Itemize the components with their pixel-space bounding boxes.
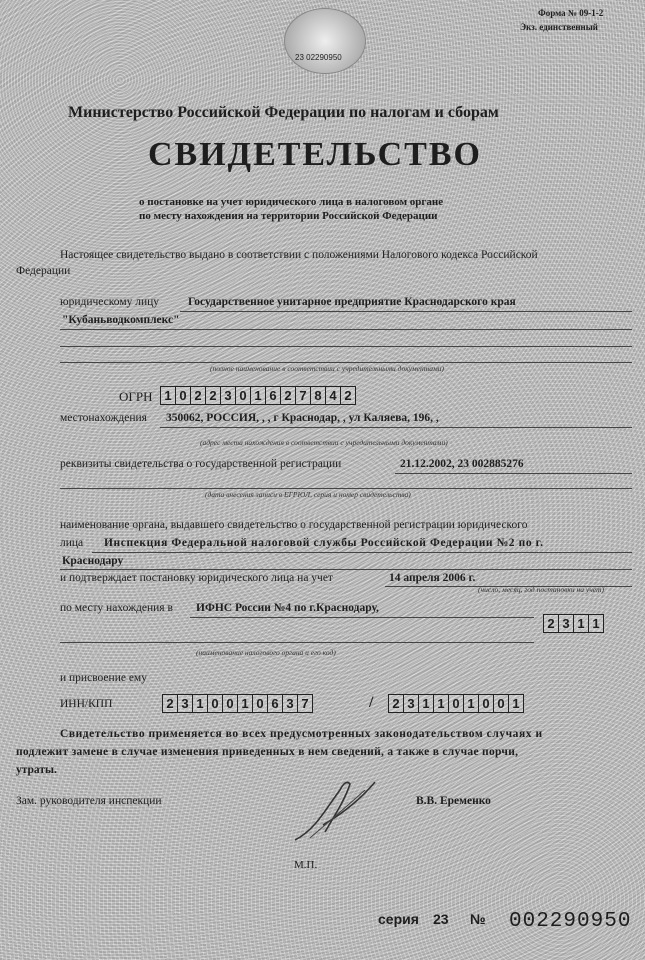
notice-line-1: Свидетельство применяется во всех предусмотренных законодательством случаях и (60, 728, 543, 740)
ogrn-boxes (160, 386, 356, 405)
tax-office-code-digit: 2 (543, 614, 558, 633)
inn-digit: 1 (237, 694, 252, 713)
ministry-heading: Министерство Российской Федерации по налогам и сборам (68, 104, 499, 121)
kpp-digit: 3 (403, 694, 418, 713)
inn-digit: 0 (222, 694, 237, 713)
location-label: по месту нахождения в (60, 602, 173, 614)
ogrn-digit: 6 (265, 386, 280, 405)
kpp-digit: 2 (388, 694, 403, 713)
inn-kpp-separator: / (369, 694, 374, 711)
series-label: серия (378, 911, 419, 927)
ogrn-digit: 8 (310, 386, 325, 405)
inn-digit: 3 (282, 694, 297, 713)
kpp-digit: 1 (463, 694, 478, 713)
entity-caption: (полное наименование в соответствии с учредительными документами) (210, 364, 444, 373)
inn-digit: 3 (177, 694, 192, 713)
notice-line-2: подлежит замене в случае изменения приведенных в нем сведений, а также в случае порчи, (16, 746, 519, 758)
registration-caption: (дата внесения записи в ЕГРЮЛ, серия и номер свидетельства) (205, 490, 411, 499)
ogrn-digit: 2 (190, 386, 205, 405)
address-underline (160, 427, 632, 428)
hologram-seal (284, 8, 366, 74)
tax-office-code-digit: 1 (588, 614, 604, 633)
registration-label: реквизиты свидетельства о государственной регистрации (60, 458, 342, 470)
inn-digit: 0 (252, 694, 267, 713)
entity-underline-3 (60, 346, 632, 347)
ogrn-digit: 1 (160, 386, 175, 405)
kpp-digit: 0 (448, 694, 463, 713)
kpp-boxes (388, 694, 524, 713)
inn-digit: 6 (267, 694, 282, 713)
ogrn-digit: 2 (280, 386, 295, 405)
confirm-text: и подтверждает постановку юридического лица на учет (60, 572, 333, 584)
location-caption: (наименование налогового органа и его код) (196, 648, 336, 657)
form-number: Форма № 09-1-2 (538, 8, 604, 18)
ogrn-digit: 0 (235, 386, 250, 405)
ogrn-digit: 2 (205, 386, 220, 405)
address-caption: (адрес места нахождения в соответствии с учредительными документами) (200, 438, 448, 447)
inn-kpp-label: ИНН/КПП (60, 698, 113, 710)
tax-office-code-boxes (543, 614, 604, 633)
confirm-date: 14 апреля 2006 г. (389, 572, 476, 584)
issuer-underline-2 (60, 569, 632, 570)
kpp-digit: 1 (508, 694, 524, 713)
intro-line-2: Федерации (16, 265, 71, 277)
kpp-digit: 1 (433, 694, 448, 713)
intro-line-1: Настоящее свидетельство выдано в соответствии с положениями Налогового кодекса Российской (60, 249, 538, 261)
inn-digit: 7 (297, 694, 313, 713)
kpp-digit: 0 (493, 694, 508, 713)
ogrn-digit: 3 (220, 386, 235, 405)
address-value: 350062, РОССИЯ, , , г Краснодар, , ул Каляева, 196, , (166, 412, 439, 424)
issuer-underline-1 (92, 552, 632, 553)
issuer-label-2: лица (60, 537, 84, 549)
assign-text: и присвоение ему (60, 672, 147, 684)
number-sign: № (470, 911, 486, 927)
ogrn-digit: 4 (325, 386, 340, 405)
registration-underline (395, 473, 632, 474)
signer-name: В.В. Еременко (416, 795, 491, 807)
document-title: СВИДЕТЕЛЬСТВО (148, 136, 482, 173)
inn-boxes (162, 694, 313, 713)
address-label: местонахождения (60, 412, 147, 424)
issuer-value-1: Инспекция Федеральной налоговой службы Российской Федерации №2 по г. (104, 537, 544, 549)
subtitle-line-2: по месту нахождения на территории Российской Федерации (139, 210, 438, 222)
inn-digit: 0 (207, 694, 222, 713)
signer-position: Зам. руководителя инспекции (16, 795, 162, 807)
issuer-value-2: Краснодару (62, 555, 124, 567)
entity-underline-1 (180, 311, 632, 312)
registration-underline-2 (60, 488, 632, 489)
handwritten-signature (285, 770, 380, 850)
tax-office-code-digit: 1 (573, 614, 588, 633)
kpp-digit: 1 (418, 694, 433, 713)
confirm-caption: (число, месяц, год постановки на учет) (478, 585, 604, 594)
entity-name-line-1: Государственное унитарное предприятие Краснодарского края (188, 296, 516, 308)
inn-digit: 1 (192, 694, 207, 713)
entity-underline-4 (60, 362, 632, 363)
subtitle-line-1: о постановке на учет юридического лица в налоговом органе (139, 196, 444, 208)
ogrn-digit: 1 (250, 386, 265, 405)
notice-line-3: утраты. (16, 764, 57, 776)
inn-digit: 2 (162, 694, 177, 713)
issuer-label-1: наименование органа, выдавшего свидетельство о государственной регистрации юридического (60, 519, 528, 531)
location-underline-2 (60, 642, 534, 643)
location-underline (190, 617, 534, 618)
hologram-number: 23 02290950 (295, 53, 342, 62)
series-value: 23 (433, 911, 449, 927)
kpp-digit: 0 (478, 694, 493, 713)
entity-label: юридическому лицу (60, 296, 160, 308)
location-value: ИФНС России №4 по г.Краснодару, (196, 602, 379, 614)
ogrn-digit: 2 (340, 386, 356, 405)
copy-label: Экз. единственный (520, 22, 598, 32)
tax-office-code-digit: 3 (558, 614, 573, 633)
serial-number: 002290950 (509, 910, 632, 933)
entity-name-line-2: "Кубаньводкомплекс" (62, 314, 180, 326)
stamp-place: М.П. (294, 859, 318, 871)
entity-underline-2 (60, 329, 632, 330)
ogrn-digit: 7 (295, 386, 310, 405)
registration-value: 21.12.2002, 23 002885276 (400, 458, 524, 470)
ogrn-label: ОГРН (119, 389, 153, 404)
ogrn-digit: 0 (175, 386, 190, 405)
